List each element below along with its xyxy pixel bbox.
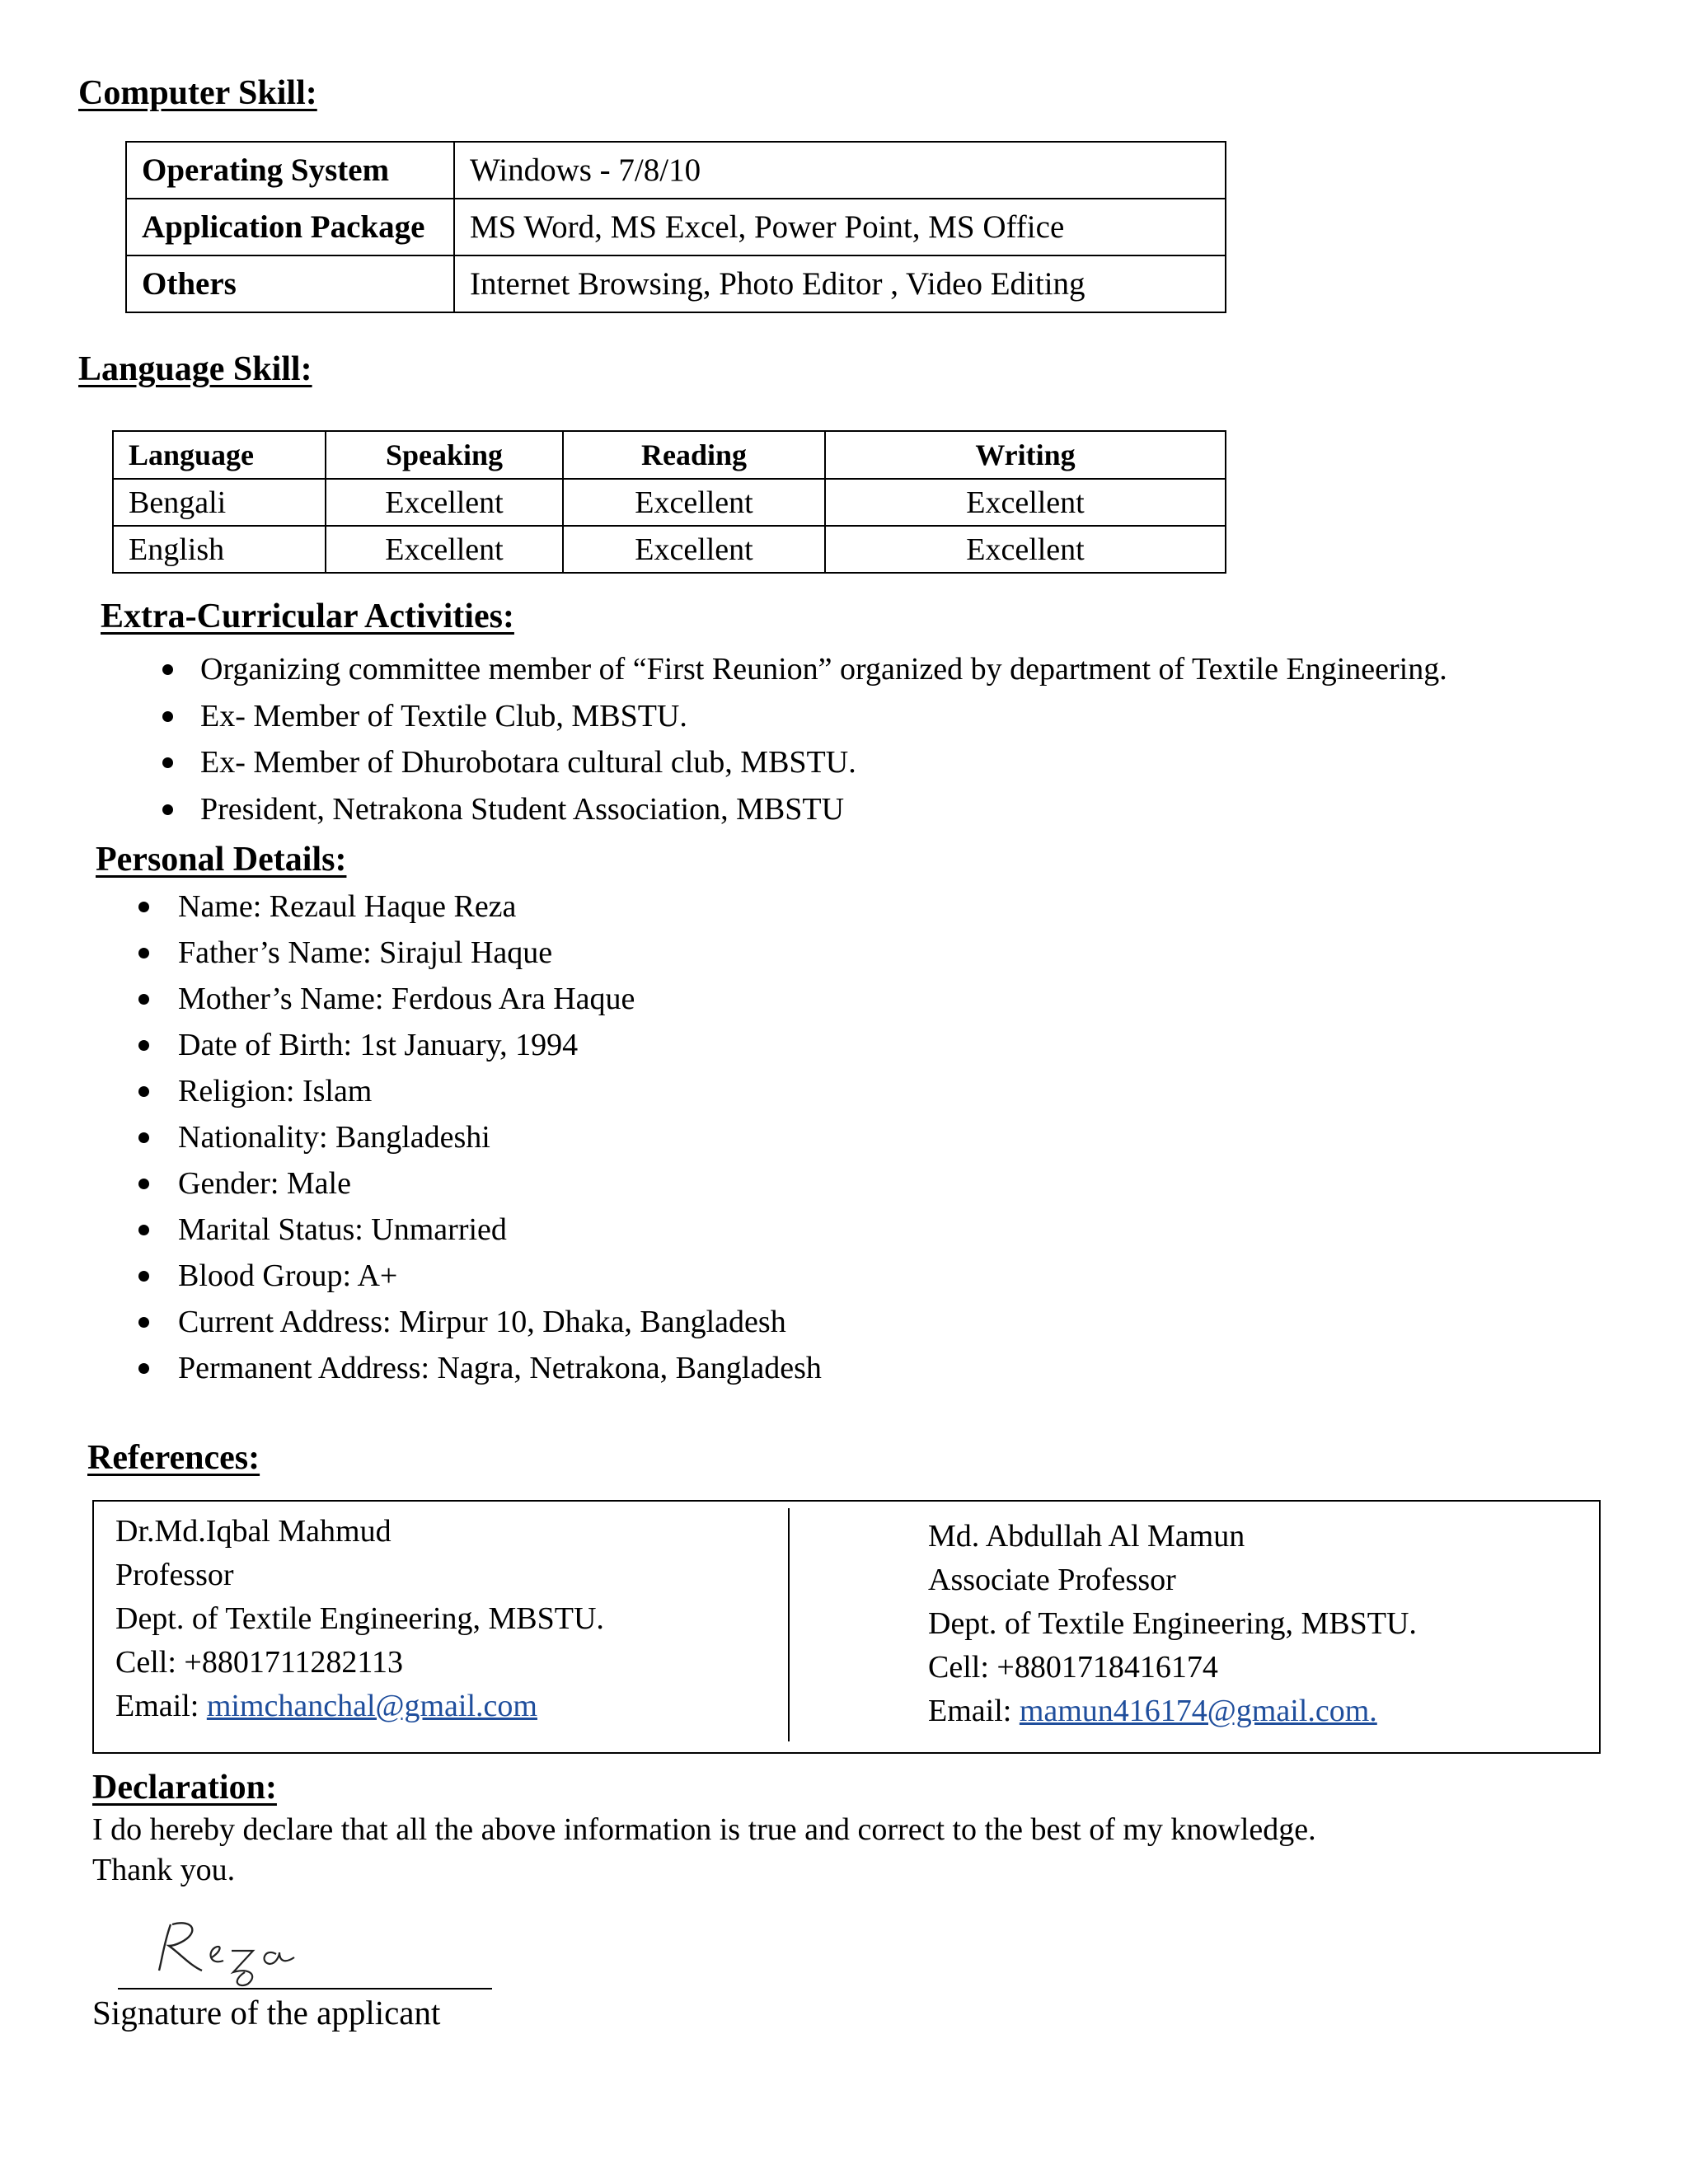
table-cell-value: Internet Browsing, Photo Editor , Video Editing bbox=[454, 255, 1226, 312]
table-row bbox=[126, 255, 1226, 312]
language-skill-table bbox=[112, 430, 1226, 574]
table-cell-label: Application Package bbox=[126, 199, 454, 255]
list-item: President, Netrakona Student Association, MBSTU bbox=[200, 794, 1447, 841]
reference-cell: Cell: +8801711282113 bbox=[115, 1645, 403, 1680]
computer-skill-heading: Computer Skill: bbox=[78, 74, 317, 112]
table-cell-value: Windows - 7/8/10 bbox=[454, 142, 1226, 199]
list-item: Gender: Male bbox=[178, 1168, 822, 1214]
table-cell-label: Operating System bbox=[126, 142, 454, 199]
table-cell: English bbox=[113, 526, 326, 573]
table-header-row bbox=[113, 431, 1226, 479]
table-header-language: Language bbox=[113, 431, 326, 479]
reference-email-link[interactable]: mamun416174@gmail.com. bbox=[1019, 1694, 1377, 1728]
reference-email-line bbox=[115, 1688, 604, 1732]
reference-1 bbox=[115, 1513, 604, 1732]
table-row bbox=[126, 199, 1226, 255]
list-item: Blood Group: A+ bbox=[178, 1260, 822, 1306]
extra-curricular-heading: Extra-Curricular Activities: bbox=[101, 598, 514, 635]
reference-email-line bbox=[928, 1693, 1417, 1736]
reference-title: Associate Professor bbox=[928, 1563, 1176, 1597]
list-item: Religion: Islam bbox=[178, 1076, 822, 1122]
email-label: Email: bbox=[115, 1689, 207, 1723]
table-cell: Excellent bbox=[825, 479, 1226, 526]
table-cell: Excellent bbox=[326, 526, 563, 573]
email-label: Email: bbox=[928, 1694, 1020, 1728]
table-row bbox=[113, 479, 1226, 526]
references-box bbox=[92, 1500, 1601, 1754]
table-cell: Excellent bbox=[825, 526, 1226, 573]
table-cell: Excellent bbox=[326, 479, 563, 526]
table-cell-label: Others bbox=[126, 255, 454, 312]
personal-details-heading: Personal Details: bbox=[96, 841, 347, 879]
reference-dept: Dept. of Textile Engineering, MBSTU. bbox=[115, 1601, 604, 1636]
reference-title: Professor bbox=[115, 1558, 234, 1592]
reference-name: Md. Abdullah Al Mamun bbox=[928, 1519, 1245, 1554]
list-item: Current Address: Mirpur 10, Dhaka, Bangladesh bbox=[178, 1306, 822, 1352]
personal-details-list bbox=[178, 891, 822, 1399]
list-item: Marital Status: Unmarried bbox=[178, 1214, 822, 1260]
reference-dept: Dept. of Textile Engineering, MBSTU. bbox=[928, 1606, 1417, 1641]
table-row bbox=[126, 142, 1226, 199]
reference-2 bbox=[928, 1518, 1417, 1736]
reference-cell: Cell: +8801718416174 bbox=[928, 1650, 1218, 1685]
list-item: Ex- Member of Textile Club, MBSTU. bbox=[200, 701, 1447, 748]
list-item: Permanent Address: Nagra, Netrakona, Bangladesh bbox=[178, 1352, 822, 1399]
signature-image bbox=[152, 1915, 367, 1989]
table-row bbox=[113, 526, 1226, 573]
table-cell: Bengali bbox=[113, 479, 326, 526]
signature-label: Signature of the applicant bbox=[92, 1994, 441, 2032]
declaration-heading: Declaration: bbox=[92, 1769, 277, 1807]
table-cell: Excellent bbox=[563, 526, 825, 573]
table-header-writing: Writing bbox=[825, 431, 1226, 479]
computer-skill-table bbox=[125, 141, 1226, 313]
references-heading: References: bbox=[87, 1439, 260, 1477]
list-item: Date of Birth: 1st January, 1994 bbox=[178, 1029, 822, 1076]
signature-line bbox=[118, 1988, 492, 1990]
list-item: Ex- Member of Dhurobotara cultural club, MBSTU. bbox=[200, 747, 1447, 794]
list-item: Nationality: Bangladeshi bbox=[178, 1122, 822, 1168]
reference-email-link[interactable]: mimchanchal@gmail.com bbox=[206, 1689, 537, 1723]
table-cell: Excellent bbox=[563, 479, 825, 526]
list-item: Organizing committee member of “First Reunion” organized by department of Textile Engineering. bbox=[200, 654, 1447, 701]
table-cell-value: MS Word, MS Excel, Power Point, MS Office bbox=[454, 199, 1226, 255]
table-header-reading: Reading bbox=[563, 431, 825, 479]
declaration-thanks: Thank you. bbox=[92, 1853, 236, 1887]
language-skill-heading: Language Skill: bbox=[78, 350, 312, 388]
list-item: Name: Rezaul Haque Reza bbox=[178, 891, 822, 937]
extra-curricular-list bbox=[200, 654, 1447, 840]
reference-name: Dr.Md.Iqbal Mahmud bbox=[115, 1514, 392, 1549]
table-header-speaking: Speaking bbox=[326, 431, 563, 479]
references-divider bbox=[788, 1508, 790, 1741]
declaration-text: I do hereby declare that all the above information is true and correct to the best of my knowledge. bbox=[92, 1812, 1316, 1847]
list-item: Father’s Name: Sirajul Haque bbox=[178, 937, 822, 983]
list-item: Mother’s Name: Ferdous Ara Haque bbox=[178, 983, 822, 1029]
